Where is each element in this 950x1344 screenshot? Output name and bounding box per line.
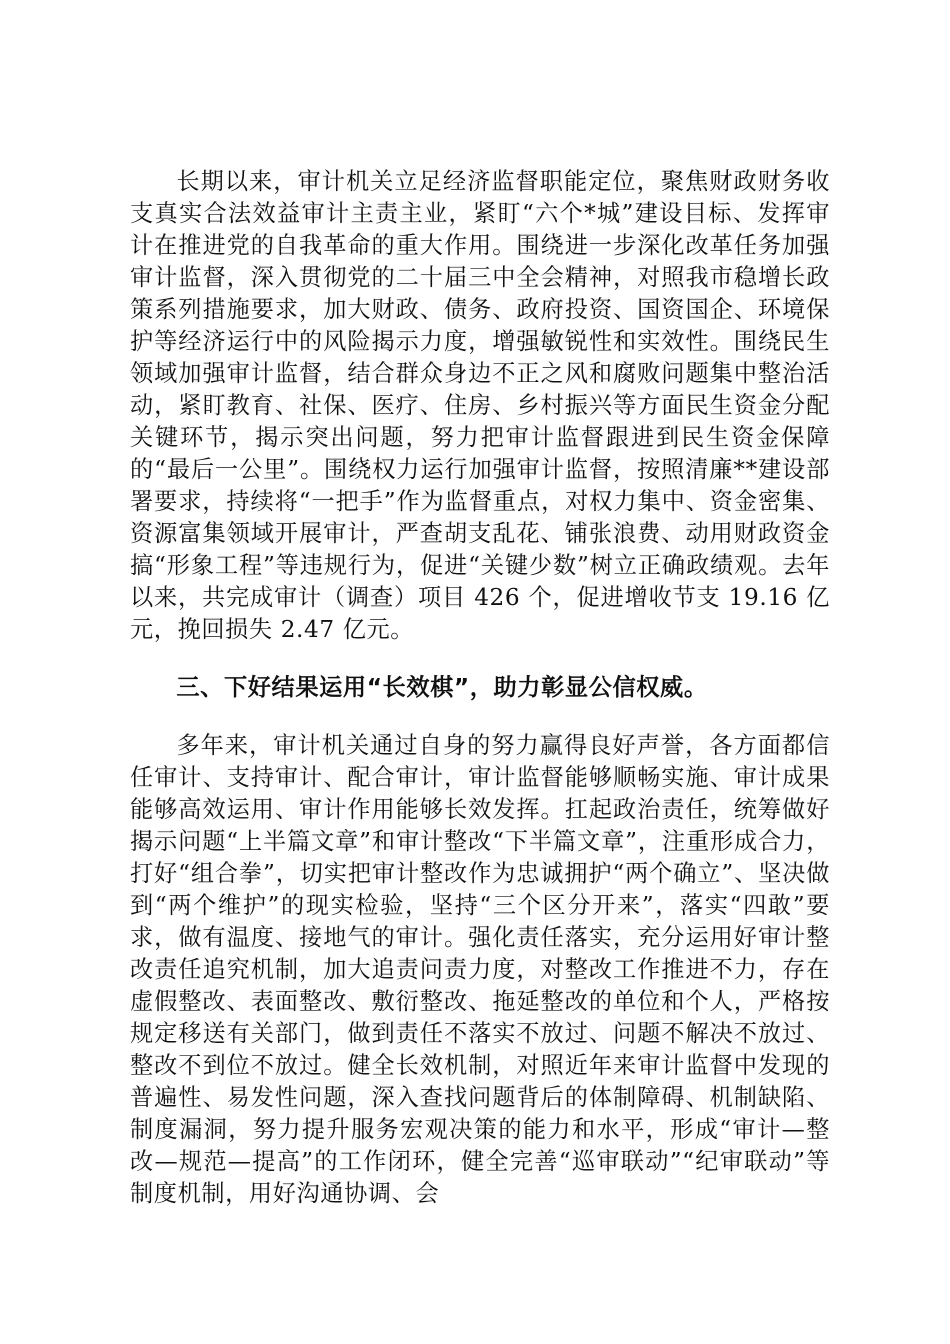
document-body bbox=[130, 166, 830, 1210]
body-paragraph: 多年来，审计机关通过自身的努力赢得良好声誉，各方面都信任审计、支持审计、配合审计，审计监督能够顺畅实施、审计成果能够高效运用、审计作用能够长效发挥。扛起政治责任，统筹做好揭示问题“上半篇文章”和审计整改“下半篇文章”，注重形成合力，打好“组合拳”，切实把审计整改作为忠诚拥护“两个确立”、坚决做到“两个维护”的现实检验，坚持“三个区分开来”，落实“四敢”要求，做有温度、接地气的审计。强化责任落实，充分运用好审计整改责任追究机制，加大追责问责力度，对整改工作推进不力，存在虚假整改、表面整改、敷衍整改、拖延整改的单位和个人，严格按规定移送有关部门，做到责任不落实不放过、问题不解决不放过、整改不到位不放过。健全长效机制，对照近年来审计监督中发现的普遍性、易发性问题，深入查找问题背后的体制障碍、机制缺陷、制度漏洞，努力提升服务宏观决策的能力和水平，形成“审计—整改—规范—提高”的工作闭环，健全完善“巡审联动”“纪审联动”等制度机制，用好沟通协调、会 bbox=[130, 732, 830, 1207]
section-heading: 三、下好结果运用“长效棋”，助力彰显公信权威。 bbox=[176, 674, 708, 701]
body-paragraph: 长期以来，审计机关立足经济监督职能定位，聚焦财政财务收支真实合法效益审计主责主业，紧盯“六个*城”建设目标、发挥审计在推进党的自我革命的重大作用。围绕进一步深化改革任务加强审计监督，深入贯彻党的二十届三中全会精神，对照我市稳增长政策系列措施要求，加大财政、债务、政府投资、国资国企、环境保护等经济运行中的风险揭示力度，增强敏锐性和实效性。围绕民生领域加强审计监督，结合群众身边不正之风和腐败问题集中整治活动，紧盯教育、社保、医疗、住房、乡村振兴等方面民生资金分配关键环节，揭示突出问题，努力把审计监督跟进到民生资金保障的“最后一公里”。围绕权力运行加强审计监督，按照清廉**建设部署要求，持续将“一把手”作为监督重点，对权力集中、资金密集、资源富集领域开展审计，严查胡支乱花、铺张浪费、动用财政资金搞“形象工程”等违规行为，促进“关键少数”树立正确政绩观。去年以来，共完成审计（调查）项目 426 个，促进增收节支 19.16 亿元，挽回损失 2.47 亿元。 bbox=[130, 168, 830, 643]
